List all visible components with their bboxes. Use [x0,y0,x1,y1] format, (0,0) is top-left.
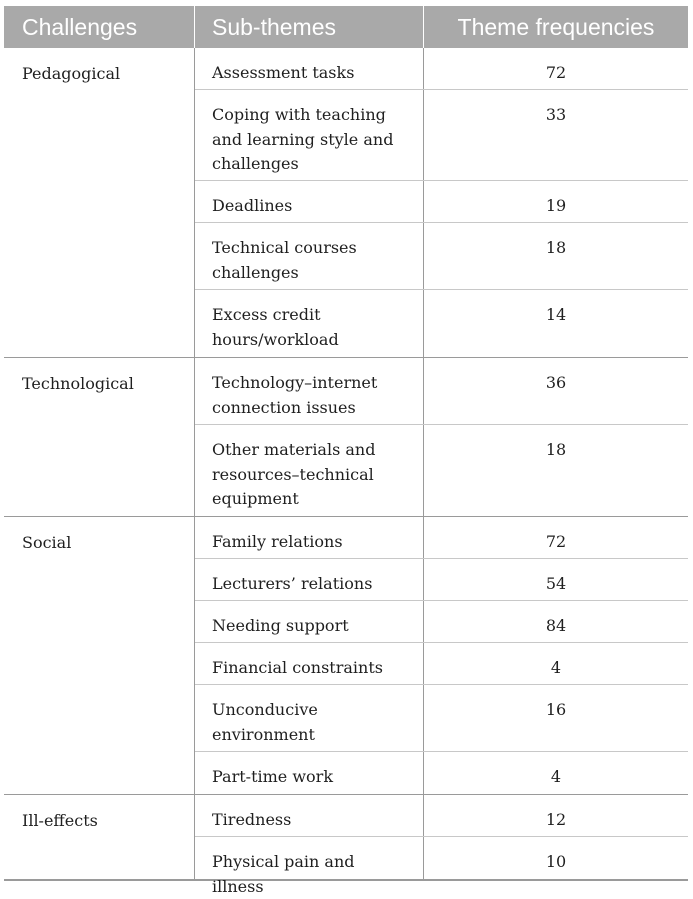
header-theme-frequencies: Theme frequencies [457,13,655,40]
frequency-cell: 10 [545,852,567,871]
table-row [195,643,688,685]
challenge-label: Ill-effects [4,795,195,879]
table-row [195,48,688,90]
sub-theme-cell: Unconducive environment [195,685,424,751]
sub-theme-cell: Technical courses challenges [195,223,424,289]
table-row [195,290,688,357]
table-row [195,601,688,643]
frequency-cell: 14 [545,305,567,324]
sub-theme-cell: Excess credit hours/workload [195,290,424,357]
table-row [195,90,688,181]
header-challenges: Challenges [4,6,195,48]
frequency-cell: 72 [545,532,567,551]
group-technological [4,358,688,517]
table-row [195,837,688,896]
table-row [195,685,688,752]
table-row [195,425,688,516]
sub-theme-cell: Other materials and resources–technical equipment [195,425,424,516]
header-sub-themes: Sub-themes [195,6,424,48]
challenge-label: Social [4,517,195,794]
sub-theme-cell: Family relations [195,517,424,558]
group-pedagogical [4,48,688,358]
frequency-cell: 12 [545,810,567,829]
sub-theme-cell: Tiredness [195,795,424,836]
frequency-cell: 18 [545,238,567,257]
challenge-label: Technological [4,358,195,516]
table-row [195,223,688,290]
table-row [195,358,688,425]
frequency-cell: 4 [550,658,562,677]
group-social [4,517,688,795]
table-row [195,517,688,559]
sub-theme-cell: Lecturers’ relations [195,559,424,600]
challenge-label: Pedagogical [4,48,195,357]
group-ill-effects [4,795,688,896]
sub-theme-cell: Deadlines [195,181,424,222]
frequency-cell: 36 [545,373,567,392]
sub-theme-cell: Assessment tasks [195,48,424,89]
sub-theme-cell: Needing support [195,601,424,642]
frequency-cell: 16 [545,700,567,719]
frequency-cell: 4 [550,767,562,786]
table-row [195,752,688,794]
sub-theme-cell: Physical pain and illness [195,837,424,879]
table-row [195,181,688,223]
sub-theme-cell: Part-time work [195,752,424,794]
challenges-table [4,6,688,896]
frequency-cell: 19 [545,196,567,215]
sub-theme-cell: Financial constraints [195,643,424,684]
frequency-cell: 33 [545,105,567,124]
frequency-cell: 18 [545,440,567,459]
table-row [195,559,688,601]
frequency-cell: 54 [545,574,567,593]
frequency-cell: 84 [545,616,567,635]
table-row [195,795,688,837]
sub-theme-cell: Technology–internet connection issues [195,358,424,424]
table-header [4,6,688,48]
sub-theme-cell: Coping with teaching and learning style and challenges [195,90,424,180]
frequency-cell: 72 [545,63,567,82]
